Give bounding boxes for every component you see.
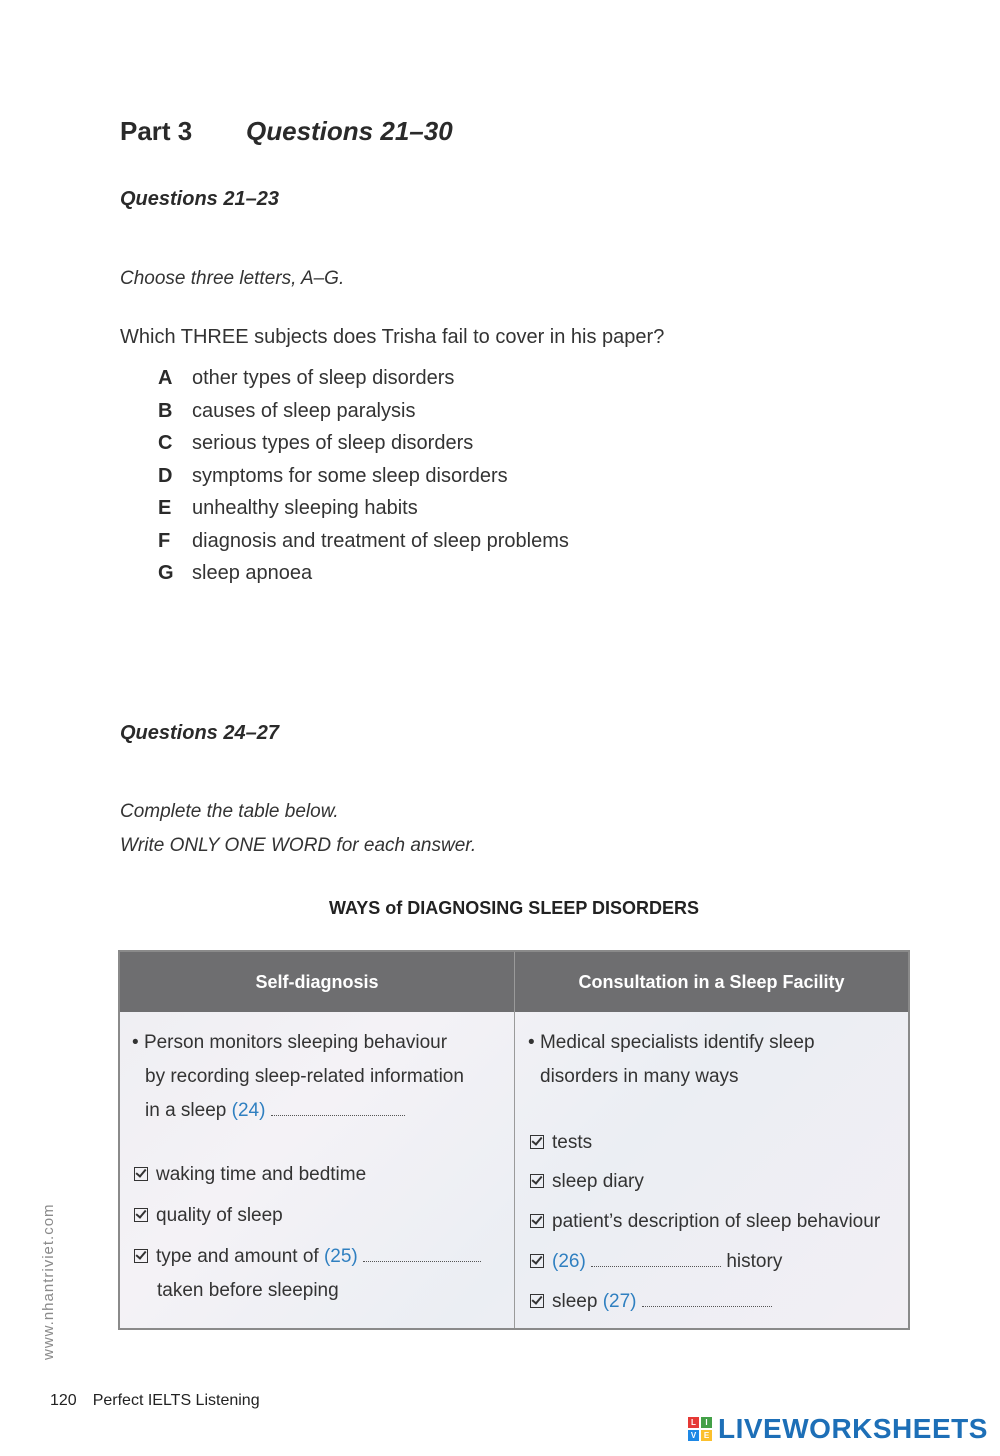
column-header-sleep-facility: Consultation in a Sleep Facility	[578, 972, 845, 992]
option-c[interactable]	[158, 429, 569, 462]
answer-blank-24[interactable]	[271, 1097, 405, 1116]
checkbox-icon	[530, 1294, 544, 1308]
option-letter: F	[158, 529, 171, 552]
liveworksheets-wordmark: LIVEWORKSHEETS	[718, 1413, 988, 1444]
option-text: sleep apnoea	[192, 562, 313, 584]
option-text: symptoms for some sleep disorders	[192, 464, 508, 487]
facility-check-1: tests	[530, 1126, 592, 1160]
facility-check-4: (26) history	[530, 1245, 782, 1279]
option-letter: E	[158, 497, 172, 519]
answer-blank-25[interactable]	[363, 1243, 481, 1262]
option-text: unhealthy sleeping habits	[192, 497, 418, 519]
self-diagnosis-check-3-continued: taken before sleeping	[157, 1280, 339, 1301]
complete-table-instruction: Complete the table below.	[120, 801, 339, 822]
answer-blank-26[interactable]	[591, 1248, 721, 1267]
checkbox-icon	[530, 1214, 544, 1228]
checkbox-icon	[530, 1174, 544, 1188]
column-header-self-diagnosis: Self-diagnosis	[255, 972, 379, 992]
self-diagnosis-check-1: waking time and bedtime	[134, 1158, 366, 1192]
question-text: Which THREE subjects does Trisha fail to cover in his paper?	[120, 326, 665, 348]
option-text: other types of sleep disorders	[192, 367, 455, 389]
questions-21-23-heading: Questions 21–23	[120, 188, 279, 210]
liveworksheets-brand[interactable]	[688, 1412, 988, 1446]
one-word-instruction: Write ONLY ONE WORD for each answer.	[120, 835, 477, 856]
checkbox-icon	[134, 1167, 148, 1181]
facility-check-5: sleep (27)	[530, 1285, 772, 1319]
facility-check-2: sleep diary	[530, 1165, 644, 1199]
column-divider	[514, 952, 515, 1328]
table-title: WAYS of DIAGNOSING SLEEP DISORDERS	[328, 898, 700, 918]
option-text: causes of sleep paralysis	[192, 399, 416, 422]
questions-24-27-heading: Questions 24–27	[120, 722, 279, 744]
facility-line-1: • Medical specialists identify sleep	[528, 1032, 815, 1053]
part-questions-range: Questions 21–30	[246, 116, 453, 146]
checkbox-icon	[134, 1208, 148, 1222]
self-diagnosis-line-2: by recording sleep-related information	[145, 1066, 464, 1087]
checkbox-icon	[530, 1135, 544, 1149]
bullet: •	[528, 1032, 535, 1053]
book-title: Perfect IELTS Listening	[92, 1392, 260, 1409]
option-letter: G	[158, 562, 174, 584]
checkbox-icon	[134, 1249, 148, 1263]
option-letter: D	[158, 464, 173, 487]
question-27-number: (27)	[602, 1291, 637, 1312]
side-website-url: www.nhantriviet.com	[40, 1203, 57, 1360]
page-footer	[50, 1392, 260, 1410]
self-diagnosis-line-1: • Person monitors sleeping behaviour	[132, 1032, 448, 1053]
option-text: diagnosis and treatment of sleep problems	[192, 529, 569, 552]
part-label: Part 3	[120, 116, 193, 146]
option-b[interactable]	[158, 397, 569, 430]
bullet: •	[132, 1032, 139, 1053]
option-letter: A	[158, 367, 173, 389]
option-e[interactable]	[158, 494, 569, 527]
option-letter: C	[158, 432, 173, 454]
checkbox-icon	[530, 1254, 544, 1268]
self-diagnosis-line-3: in a sleep (24)	[145, 1094, 405, 1128]
option-text: serious types of sleep disorders	[192, 432, 474, 454]
facility-line-2: disorders in many ways	[540, 1066, 739, 1087]
page-number: 120	[50, 1392, 77, 1409]
self-diagnosis-check-2: quality of sleep	[134, 1199, 283, 1233]
choose-letters-instruction: Choose three letters, A–G.	[120, 268, 345, 289]
answer-blank-27[interactable]	[642, 1288, 772, 1307]
option-a[interactable]	[158, 364, 569, 397]
question-24-number: (24)	[231, 1100, 266, 1121]
option-letter: B	[158, 399, 173, 422]
self-diagnosis-check-3: type and amount of (25)	[134, 1240, 481, 1274]
question-26-number: (26)	[552, 1251, 586, 1272]
option-g[interactable]	[158, 559, 569, 592]
question-25-number: (25)	[323, 1246, 358, 1267]
diagnosis-table	[118, 950, 910, 1330]
option-f[interactable]	[158, 527, 569, 560]
option-d[interactable]	[158, 462, 569, 495]
answer-options-list	[158, 364, 569, 592]
facility-check-3: patient’s description of sleep behaviour	[530, 1205, 880, 1239]
liveworksheets-logo-icon: L I V E	[688, 1417, 712, 1441]
